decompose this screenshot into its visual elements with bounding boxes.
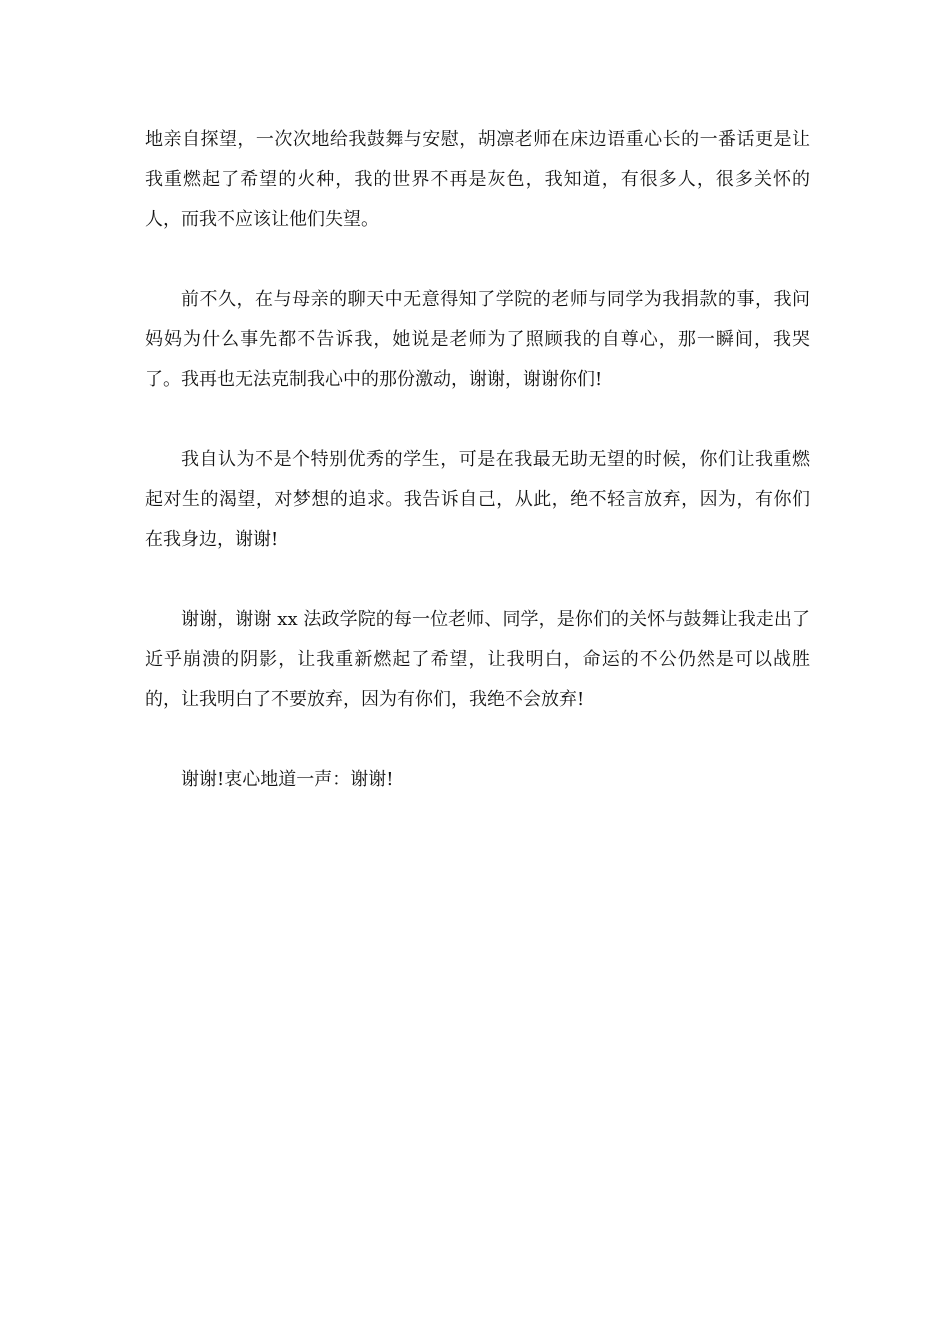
paragraph-3: 我自认为不是个特别优秀的学生，可是在我最无助无望的时候，你们让我重燃起对生的渴望，对梦想的追求。我告诉自己，从此，绝不轻言放弃，因为，有你们在我身边，谢谢! [145,449,810,550]
document-body [145,120,810,800]
paragraph-5: 谢谢!衷心地道一声：谢谢! [181,769,394,790]
paragraph-2: 前不久，在与母亲的聊天中无意得知了学院的老师与同学为我捐款的事，我问妈妈为什么事先都不告诉我，她说是老师为了照顾我的自尊心，那一瞬间，我哭了。我再也无法克制我心中的那份激动，谢谢，谢谢你们! [145,289,810,390]
paragraph-4: 谢谢，谢谢 xx 法政学院的每一位老师、同学，是你们的关怀与鼓舞让我走出了近乎崩溃的阴影，让我重新燃起了希望，让我明白，命运的不公仍然是可以战胜的，让我明白了不要放弃，因为有你们，我绝不会放弃! [145,609,810,710]
paragraph-1: 地亲自探望，一次次地给我鼓舞与安慰，胡凛老师在床边语重心长的一番话更是让我重燃起了希望的火种，我的世界不再是灰色，我知道，有很多人，很多关怀的人，而我不应该让他们失望。 [145,129,810,230]
